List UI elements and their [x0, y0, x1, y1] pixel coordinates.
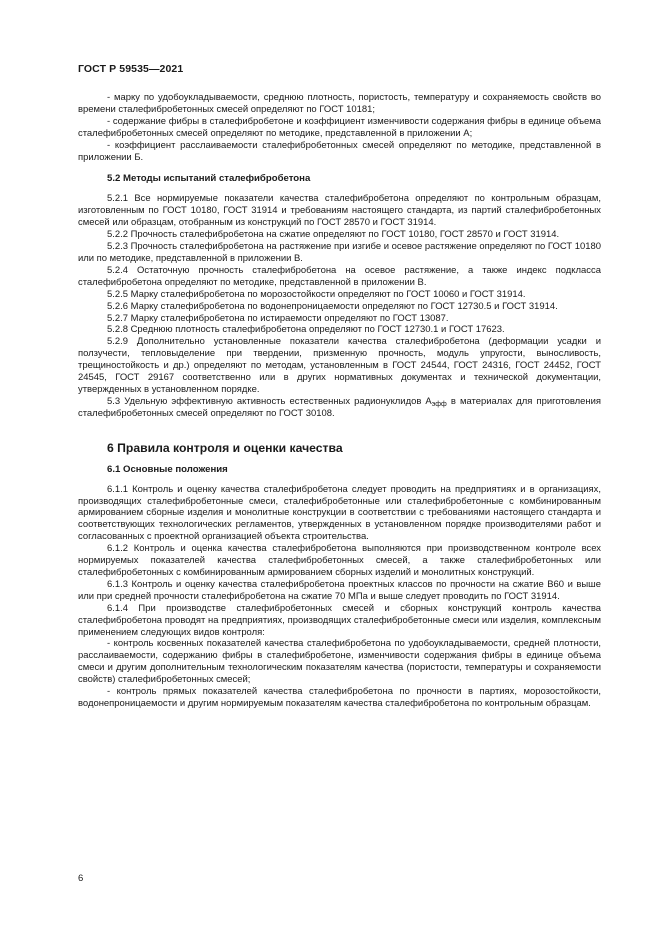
paragraph-5-2-3: 5.2.3 Прочность сталефибробетона на растяжение при изгибе и осевое растяжение определяют по ГОСТ 10180 или по методике, представленной в приложении В. [78, 241, 601, 264]
paragraph-6-1-1: 6.1.1 Контроль и оценку качества сталефибробетона следует проводить на предприятиях и в организациях, производящих сталефибробетонные смеси, сталефибробетонные или сталефибробетонные с комбинированным армированием сборные изделия и монолитные конструкции в соответствии с требованиями настоящего стандарта и соответствующих технологических регламентов, утвержденных в установленном порядке производителями работ и согласованных с проектной организацией объекта строительства. [78, 483, 601, 543]
paragraph-5-2-6: 5.2.6 Марку сталефибробетона по водонепроницаемости определяют по ГОСТ 12730.5 и ГОСТ 31914. [107, 300, 558, 312]
page-number: 6 [78, 873, 84, 884]
paragraph-5-2-7: 5.2.7 Марку сталефибробетона по истираемости определяют по ГОСТ 13087. [107, 312, 449, 324]
list-item-indirect-control: - контроль косвенных показателей качества сталефибробетона по удобоукладываемости, средней плотности, расслаиваемости, содержанию фибры в сталефибробетоне, изменчивости содержания фибры в единице объема смеси и другим дополнительным технологическим показателям качества (пористости, температуры и сохраняемости свойств) сталефибробетонных смесей; [78, 638, 601, 686]
paragraph-5-2-4: 5.2.4 Остаточную прочность сталефибробетона на осевое растяжение, а также индекс подкласса сталефибробетона определяют по методике, представленной в приложении В. [78, 264, 601, 288]
paragraph-5-2-9: 5.2.9 Дополнительно установленные показатели качества сталефибробетона (деформации усадки и ползучести, тепловыделение при твердении, призменную прочность, модуль упругости, выносливость, трещиностойкость и др.) определяют по методам, установленным в ГОСТ 24544, ГОСТ 24316, ГОСТ 24452, ГОСТ 24545, ГОСТ 29167 соответственно или в других нормативных документах и технической документации, утвержденных в установленном порядке. [78, 336, 601, 395]
list-item-direct-control: - контроль прямых показателей качества сталефибробетона по прочности в партиях, морозостойкости, водонепроницаемости и другим нормируемым показателям качества сталефибробетона по контрольным образцам. [78, 686, 601, 709]
activity-subscript: эфф [431, 400, 447, 408]
intro-item-3: - коэффициент расслаиваемости сталефибробетонных смесей определяют по методике, представленной в приложении Б. [78, 139, 601, 163]
paragraph-5-2-2: 5.2.2 Прочность сталефибробетона на сжатие определяют по ГОСТ 10180, ГОСТ 28570 и ГОСТ 31914. [107, 229, 560, 241]
section-5-2-heading: 5.2 Методы испытаний сталефибробетона [107, 173, 311, 185]
intro-item-2: - содержание фибры в сталефибробетоне и коэффициент изменчивости содержания фибры в единице объема сталефибробетонных смесей определяют по методике, представленной в приложении А; [78, 115, 601, 139]
paragraph-6-1-4: 6.1.4 При производстве сталефибробетонных смесей и сборных конструкций контроль качества сталефибробетона проводят на предприятиях, производящих сталефибробетонные смеси или изделия, комплексным применением следующих видов контроля: [78, 602, 601, 638]
section-6-heading: 6 Правила контроля и оценки качества [107, 440, 343, 455]
paragraph-6-1-2: 6.1.2 Контроль и оценка качества сталефибробетона выполняются при производственном контроле всех нормируемых показателей качества сталефибробетонных смесей, а также сталефибробетонных или сталефибробетонных с комбинированным армированием сборных изделий и монолитных конструкций. [78, 543, 601, 578]
paragraph-5-3-end: в материалах для приготовления сталефибробетонных смесей определяют по ГОСТ 30108. [78, 395, 601, 419]
paragraph-5-2-8: 5.2.8 Среднюю плотность сталефибробетона определяют по ГОСТ 12730.1 и ГОСТ 17623. [107, 324, 505, 336]
intro-item-1: - марку по удобоукладываемости, среднюю плотность, пористость, температуру и сохраняемость свойств во времени сталефибробетонных смесей определяют по ГОСТ 10181; [78, 92, 601, 115]
paragraph-5-3 [78, 396, 601, 420]
document-body [78, 92, 601, 710]
paragraph-5-3-start: 5.3 Удельную эффективную активность естественных радионуклидов А [107, 395, 432, 407]
paragraph-5-2-1: 5.2.1 Все нормируемые показатели качества сталефибробетона определяют по контрольным образцам, изготовленным по ГОСТ 10180, ГОСТ 31914 и требованиям настоящего стандарта, из партий сталефибробетонных смесей или образцам, отобранным из конструкций по ГОСТ 28570 и ГОСТ 31914. [78, 193, 601, 229]
section-6-1-heading: 6.1 Основные положения [107, 463, 228, 475]
paragraph-5-2-5: 5.2.5 Марку сталефибробетона по морозостойкости определяют по ГОСТ 10060 и ГОСТ 31914. [107, 288, 526, 300]
paragraph-6-1-3: 6.1.3 Контроль и оценку качества сталефибробетона проектных классов по прочности на сжатие В60 и выше или при средней прочности сталефибробетона на сжатие 70 МПа и выше следует проводить по ГОСТ 31914. [78, 578, 601, 602]
document-header: ГОСТ Р 59535—2021 [78, 63, 184, 75]
